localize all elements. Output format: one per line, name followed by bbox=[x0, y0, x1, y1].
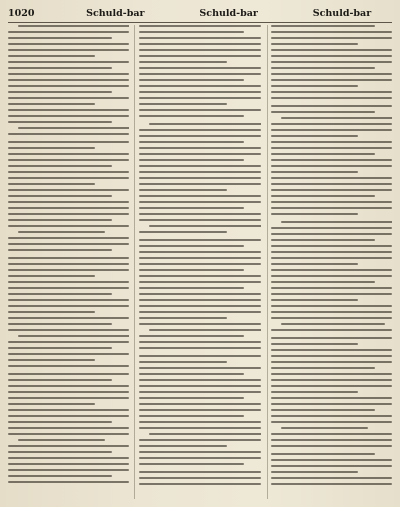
text-line bbox=[271, 439, 392, 441]
text-line bbox=[139, 341, 260, 343]
text-line bbox=[271, 421, 392, 423]
text-line bbox=[271, 97, 392, 99]
text-line bbox=[8, 49, 129, 51]
text-line bbox=[149, 329, 260, 331]
text-line bbox=[139, 427, 260, 429]
text-line bbox=[139, 201, 260, 203]
text-line bbox=[8, 159, 129, 161]
text-line bbox=[139, 147, 260, 149]
text-line bbox=[271, 159, 392, 161]
text-line bbox=[139, 403, 260, 405]
text-line bbox=[8, 177, 129, 179]
text-line bbox=[139, 37, 260, 39]
running-head-left: Schuld-bar bbox=[86, 7, 145, 19]
text-line bbox=[8, 329, 129, 331]
text-line bbox=[271, 213, 358, 215]
text-line bbox=[271, 361, 392, 363]
text-line bbox=[139, 323, 260, 325]
text-line bbox=[139, 483, 260, 485]
text-line bbox=[281, 323, 385, 325]
text-line bbox=[8, 55, 95, 57]
text-line bbox=[271, 355, 392, 357]
text-line bbox=[139, 85, 260, 87]
text-line bbox=[139, 79, 243, 81]
text-line bbox=[139, 263, 260, 265]
text-line bbox=[8, 365, 129, 367]
text-line bbox=[8, 391, 129, 393]
text-line bbox=[8, 463, 129, 465]
text-line bbox=[139, 31, 243, 33]
text-line bbox=[8, 79, 129, 81]
text-line bbox=[8, 109, 129, 111]
text-line bbox=[8, 451, 112, 453]
text-line bbox=[271, 433, 392, 435]
text-line bbox=[8, 379, 112, 381]
text-line bbox=[8, 409, 129, 411]
text-line bbox=[8, 97, 129, 99]
text-line bbox=[139, 135, 260, 137]
text-line bbox=[271, 483, 392, 485]
text-line bbox=[271, 135, 358, 137]
text-line bbox=[8, 427, 129, 429]
text-line bbox=[139, 385, 260, 387]
text-line bbox=[139, 275, 260, 277]
text-line bbox=[271, 263, 358, 265]
text-line bbox=[139, 25, 260, 27]
text-line bbox=[8, 85, 129, 87]
text-line bbox=[139, 367, 260, 369]
text-line bbox=[139, 195, 260, 197]
text-column-left bbox=[8, 25, 129, 499]
text-line bbox=[281, 221, 392, 223]
text-line bbox=[271, 305, 392, 307]
text-line bbox=[149, 123, 260, 125]
text-line bbox=[8, 249, 112, 251]
text-line bbox=[8, 257, 129, 259]
text-line bbox=[139, 299, 260, 301]
text-line bbox=[271, 317, 392, 319]
text-line bbox=[271, 31, 392, 33]
text-line bbox=[271, 391, 358, 393]
text-line bbox=[271, 207, 392, 209]
text-line bbox=[271, 367, 375, 369]
running-head-center: Schuld-bar bbox=[199, 7, 258, 19]
text-line bbox=[139, 231, 226, 233]
text-line bbox=[271, 85, 358, 87]
text-line bbox=[271, 49, 392, 51]
text-line bbox=[139, 67, 260, 69]
text-line bbox=[139, 445, 226, 447]
text-line bbox=[271, 123, 392, 125]
text-line bbox=[271, 227, 392, 229]
text-line bbox=[271, 329, 392, 331]
text-line bbox=[139, 219, 260, 221]
text-line bbox=[8, 421, 112, 423]
text-line bbox=[8, 189, 129, 191]
text-line bbox=[18, 439, 105, 441]
text-line bbox=[8, 305, 129, 307]
text-line bbox=[271, 37, 392, 39]
text-line bbox=[8, 433, 129, 435]
text-line bbox=[271, 25, 375, 27]
text-line bbox=[271, 233, 392, 235]
text-line bbox=[8, 353, 129, 355]
text-line bbox=[8, 243, 129, 245]
text-line bbox=[8, 207, 129, 209]
text-line bbox=[8, 237, 129, 239]
text-line bbox=[271, 67, 375, 69]
text-line bbox=[8, 457, 129, 459]
text-line bbox=[139, 183, 260, 185]
text-line bbox=[139, 109, 260, 111]
text-line bbox=[8, 311, 95, 313]
text-line bbox=[139, 177, 260, 179]
text-line bbox=[139, 49, 260, 51]
text-line bbox=[271, 251, 392, 253]
text-line bbox=[8, 219, 112, 221]
text-line bbox=[139, 129, 260, 131]
text-line bbox=[8, 293, 112, 295]
text-line bbox=[8, 317, 129, 319]
text-line bbox=[139, 293, 260, 295]
text-line bbox=[271, 183, 392, 185]
text-line bbox=[271, 471, 358, 473]
text-line bbox=[8, 195, 112, 197]
text-line bbox=[8, 153, 129, 155]
text-line bbox=[271, 293, 392, 295]
text-line bbox=[139, 373, 243, 375]
text-line bbox=[8, 475, 112, 477]
page-header bbox=[8, 6, 392, 23]
text-line bbox=[8, 403, 95, 405]
text-line bbox=[271, 311, 392, 313]
text-line bbox=[139, 61, 226, 63]
text-line bbox=[139, 55, 260, 57]
text-line bbox=[139, 239, 260, 241]
text-line bbox=[139, 43, 260, 45]
text-line bbox=[139, 347, 260, 349]
text-line bbox=[271, 269, 392, 271]
text-line bbox=[8, 103, 95, 105]
text-line bbox=[271, 281, 375, 283]
text-line bbox=[8, 373, 129, 375]
text-line bbox=[271, 349, 392, 351]
text-line bbox=[8, 445, 129, 447]
text-line bbox=[139, 379, 260, 381]
text-line bbox=[139, 153, 260, 155]
text-columns bbox=[8, 25, 392, 499]
text-line bbox=[139, 165, 260, 167]
paragraph-gap bbox=[8, 487, 129, 489]
text-line bbox=[139, 391, 260, 393]
text-line bbox=[281, 117, 392, 119]
text-line bbox=[8, 183, 95, 185]
text-line bbox=[139, 361, 226, 363]
text-line bbox=[18, 25, 129, 27]
text-line bbox=[8, 469, 129, 471]
text-line bbox=[139, 73, 260, 75]
text-line bbox=[149, 225, 260, 227]
text-line bbox=[139, 171, 260, 173]
text-line bbox=[139, 439, 260, 441]
text-line bbox=[8, 287, 129, 289]
text-line bbox=[8, 37, 112, 39]
text-line bbox=[139, 213, 260, 215]
text-line bbox=[139, 471, 260, 473]
text-line bbox=[139, 457, 260, 459]
text-line bbox=[271, 111, 375, 113]
text-line bbox=[8, 397, 129, 399]
text-line bbox=[139, 91, 260, 93]
text-line bbox=[271, 275, 392, 277]
text-line bbox=[8, 31, 129, 33]
text-line bbox=[8, 133, 129, 135]
text-line bbox=[139, 415, 243, 417]
text-line bbox=[271, 239, 375, 241]
text-line bbox=[8, 269, 129, 271]
text-column-right bbox=[271, 25, 392, 499]
text-line bbox=[139, 245, 243, 247]
text-line bbox=[271, 195, 375, 197]
text-line bbox=[139, 397, 243, 399]
text-line bbox=[8, 385, 129, 387]
text-line bbox=[271, 73, 392, 75]
text-line bbox=[139, 477, 260, 479]
text-line bbox=[271, 177, 392, 179]
text-line bbox=[8, 147, 95, 149]
text-line bbox=[271, 459, 392, 461]
text-line bbox=[139, 189, 226, 191]
text-line bbox=[271, 171, 358, 173]
text-line bbox=[271, 43, 358, 45]
text-line bbox=[8, 213, 129, 215]
text-line bbox=[271, 379, 392, 381]
text-line bbox=[139, 305, 260, 307]
text-line bbox=[271, 79, 392, 81]
text-line bbox=[271, 415, 392, 417]
text-line bbox=[271, 477, 392, 479]
text-line bbox=[271, 189, 392, 191]
text-line bbox=[8, 341, 129, 343]
text-line bbox=[271, 55, 392, 57]
text-line bbox=[8, 263, 129, 265]
text-line bbox=[271, 91, 392, 93]
text-line bbox=[271, 337, 392, 339]
text-line bbox=[271, 453, 375, 455]
text-line bbox=[8, 275, 95, 277]
text-line bbox=[271, 409, 375, 411]
text-line bbox=[139, 463, 243, 465]
text-line bbox=[139, 269, 243, 271]
text-line bbox=[8, 141, 129, 143]
text-line bbox=[139, 421, 260, 423]
text-line bbox=[271, 201, 392, 203]
text-line bbox=[139, 287, 243, 289]
running-head-right: Schuld-bar bbox=[312, 7, 372, 19]
text-line bbox=[271, 403, 392, 405]
text-column-center bbox=[139, 25, 260, 499]
text-line bbox=[8, 91, 112, 93]
text-line bbox=[271, 385, 392, 387]
text-line bbox=[271, 61, 392, 63]
text-line bbox=[18, 127, 129, 129]
text-line bbox=[271, 287, 392, 289]
text-line bbox=[139, 97, 260, 99]
text-line bbox=[281, 427, 368, 429]
text-line bbox=[8, 347, 112, 349]
text-line bbox=[8, 43, 129, 45]
text-line bbox=[139, 207, 243, 209]
text-line bbox=[271, 343, 358, 345]
text-line bbox=[8, 171, 129, 173]
text-line bbox=[8, 61, 129, 63]
text-line bbox=[8, 121, 112, 123]
text-line bbox=[271, 147, 392, 149]
text-line bbox=[8, 359, 95, 361]
text-line bbox=[18, 335, 129, 337]
text-line bbox=[8, 281, 129, 283]
text-line bbox=[271, 129, 392, 131]
text-line bbox=[271, 153, 375, 155]
text-line bbox=[8, 323, 112, 325]
text-line bbox=[149, 433, 260, 435]
text-line bbox=[139, 115, 243, 117]
text-line bbox=[139, 335, 243, 337]
text-line bbox=[139, 141, 243, 143]
text-line bbox=[8, 225, 129, 227]
text-line bbox=[139, 159, 243, 161]
text-line bbox=[139, 281, 260, 283]
text-line bbox=[271, 257, 392, 259]
text-line bbox=[271, 105, 392, 107]
text-line bbox=[8, 415, 129, 417]
text-line bbox=[8, 73, 129, 75]
text-line bbox=[271, 165, 392, 167]
text-line bbox=[139, 103, 226, 105]
text-line bbox=[139, 451, 260, 453]
text-line bbox=[139, 251, 260, 253]
text-line bbox=[271, 373, 392, 375]
text-line bbox=[8, 67, 112, 69]
text-line bbox=[271, 141, 392, 143]
text-line bbox=[139, 311, 260, 313]
text-line bbox=[271, 465, 392, 467]
text-line bbox=[8, 115, 129, 117]
text-line bbox=[139, 409, 260, 411]
text-line bbox=[8, 481, 129, 483]
text-line bbox=[8, 299, 129, 301]
text-line bbox=[139, 257, 260, 259]
text-line bbox=[271, 299, 358, 301]
text-line bbox=[139, 317, 226, 319]
text-line bbox=[8, 201, 129, 203]
text-line bbox=[18, 231, 105, 233]
page-number: 1020 bbox=[8, 7, 35, 19]
text-line bbox=[271, 245, 392, 247]
text-line bbox=[271, 397, 392, 399]
text-line bbox=[8, 165, 112, 167]
text-line bbox=[271, 445, 392, 447]
text-line bbox=[139, 355, 260, 357]
